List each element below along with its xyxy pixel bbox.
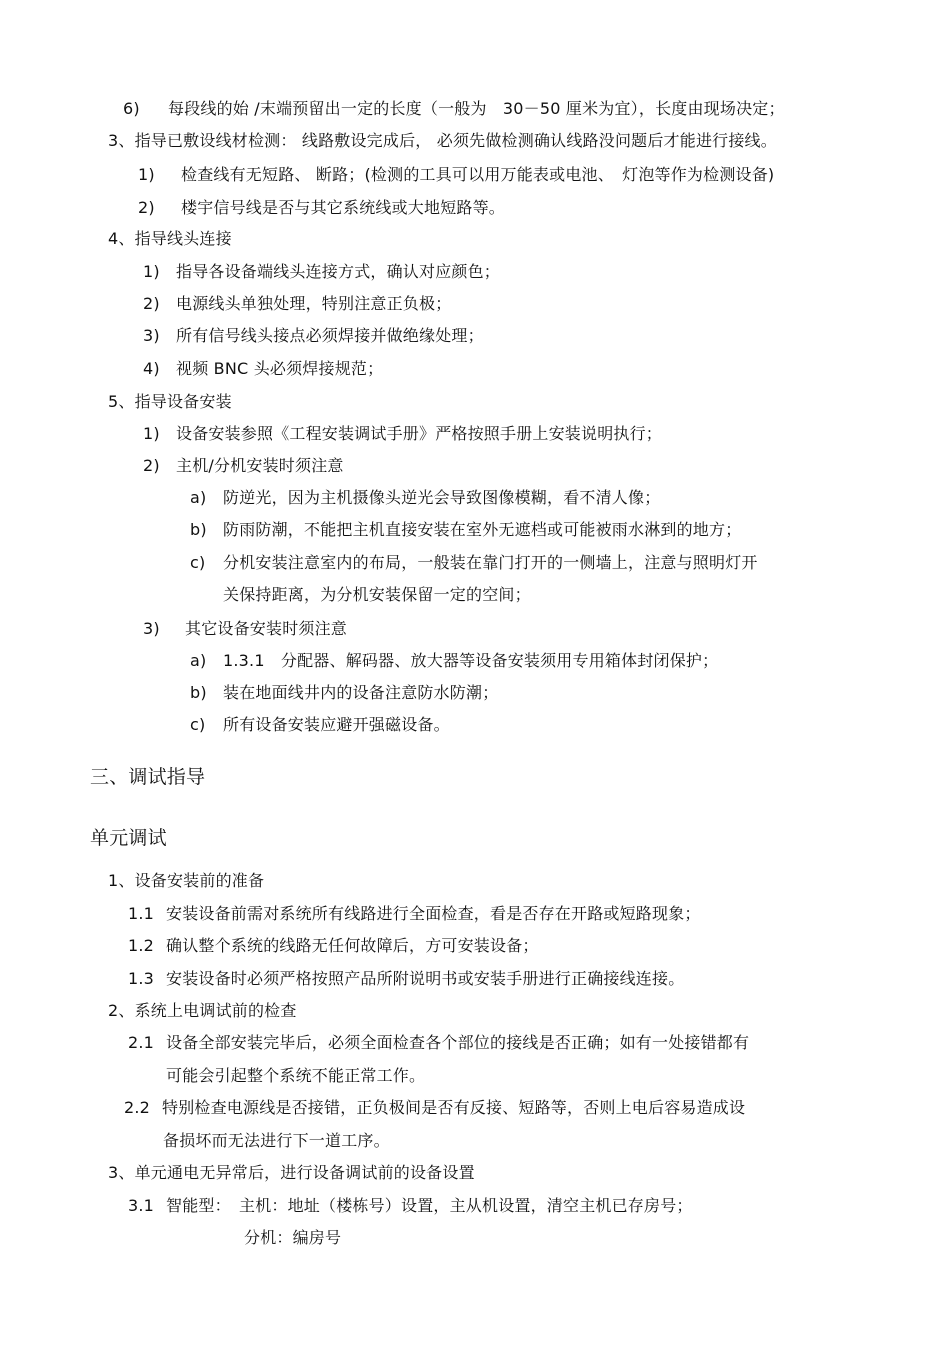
item-number: 2) xyxy=(143,294,160,313)
item-number: 2) xyxy=(138,198,155,217)
item-text: 防雨防潮，不能把主机直接安装在室外无遮档或可能被雨水淋到的地方； xyxy=(223,520,742,539)
item-number: 3.1 xyxy=(128,1196,155,1215)
text-line xyxy=(190,650,718,672)
item-text: 确认整个系统的线路无任何故障后，方可安装设备； xyxy=(166,936,539,955)
item-number: 1.1 xyxy=(128,904,155,923)
item-number: 3) xyxy=(143,619,160,638)
text-line xyxy=(108,130,777,152)
item-text: 4、指导线头连接 xyxy=(108,229,232,248)
item-text: 智能型： 主机：地址（楼栋号）设置，主从机设置，清空主机已存房号； xyxy=(166,1196,693,1215)
text-line xyxy=(143,293,451,315)
item-text: 设备全部安装完毕后，必须全面检查各个部位的接线是否正确；如有一处接错都有 xyxy=(166,1033,750,1052)
item-text: 设备安装参照《工程安装调试手册》严格按照手册上安装说明执行； xyxy=(176,424,663,443)
text-line xyxy=(124,1097,745,1119)
item-number: b) xyxy=(190,683,207,702)
text-line xyxy=(143,455,344,477)
heading-text: 三、调试指导 xyxy=(90,766,206,788)
item-text: 主机/分机安装时须注意 xyxy=(176,456,344,475)
item-text: 安装设备时必须严格按照产品所附说明书或安装手册进行正确接线连接。 xyxy=(166,969,685,988)
text-line xyxy=(108,228,232,250)
subsection-heading xyxy=(90,825,167,851)
item-text: 视频 BNC 头必须焊接规范； xyxy=(176,359,384,378)
text-line xyxy=(190,519,741,541)
item-text: 安装设备前需对系统所有线路进行全面检查，看是否存在开路或短路现象； xyxy=(166,904,701,923)
item-text: 备损坏而无法进行下一道工序。 xyxy=(163,1131,390,1150)
text-line xyxy=(128,903,701,925)
item-text: 3、指导已敷设线材检测： 线路敷设完成后， 必须先做检测确认线路没问题后才能进行接线。 xyxy=(108,131,777,150)
item-text: 检查线有无短路、 断路；(检测的工具可以用万能表或电池、 灯泡等作为检测设备) xyxy=(181,165,775,184)
text-line xyxy=(143,358,383,380)
item-text: 其它设备安装时须注意 xyxy=(185,619,348,638)
item-number: 1.2 xyxy=(128,936,155,955)
item-number: 1) xyxy=(138,165,155,184)
text-line xyxy=(108,1162,475,1184)
item-text: 5、指导设备安装 xyxy=(108,392,232,411)
item-number: b) xyxy=(190,520,207,539)
text-line xyxy=(128,968,684,990)
item-number: c) xyxy=(190,553,206,572)
item-number: 1.3 xyxy=(128,969,155,988)
text-line xyxy=(128,1195,693,1217)
item-number: 6) xyxy=(123,99,140,118)
item-text: 2、系统上电调试前的检查 xyxy=(108,1001,297,1020)
text-line xyxy=(128,1032,749,1054)
item-text: 关保持距离，为分机安装保留一定的空间； xyxy=(223,585,531,604)
text-line xyxy=(244,1227,341,1249)
item-number: 3) xyxy=(143,326,160,345)
item-number: a) xyxy=(190,651,207,670)
text-line xyxy=(190,714,450,736)
item-text: 电源线头单独处理，特别注意正负极； xyxy=(176,294,452,313)
item-text: 可能会引起整个系统不能正常工作。 xyxy=(166,1066,426,1085)
text-line xyxy=(190,682,498,704)
text-line xyxy=(143,261,500,283)
item-number: c) xyxy=(190,715,206,734)
text-line xyxy=(123,98,785,120)
text-line xyxy=(190,552,758,574)
text-line xyxy=(163,1130,390,1152)
item-text: 楼宇信号线是否与其它系统线或大地短路等。 xyxy=(181,198,506,217)
item-text: 1.3.1 分配器、解码器、放大器等设备安装须用专用箱体封闭保护； xyxy=(223,651,719,670)
text-line xyxy=(108,870,264,892)
heading-text: 单元调试 xyxy=(90,827,167,849)
item-text: 所有信号线头接点必须焊接并做绝缘处理； xyxy=(176,326,484,345)
text-line xyxy=(143,423,662,445)
item-number: a) xyxy=(190,488,207,507)
item-number: 4) xyxy=(143,359,160,378)
item-text: 所有设备安装应避开强磁设备。 xyxy=(223,715,450,734)
item-text: 1、设备安装前的准备 xyxy=(108,871,265,890)
item-number: 2) xyxy=(143,456,160,475)
item-text: 指导各设备端线头连接方式，确认对应颜色； xyxy=(176,262,501,281)
item-number: 1) xyxy=(143,424,160,443)
item-text: 特别检查电源线是否接错，正负极间是否有反接、短路等，否则上电后容易造成设 xyxy=(162,1098,746,1117)
item-text: 3、单元通电无异常后，进行设备调试前的设备设置 xyxy=(108,1163,475,1182)
item-number: 1) xyxy=(143,262,160,281)
text-line xyxy=(143,325,484,347)
text-line xyxy=(190,487,660,509)
item-text: 防逆光，因为主机摄像头逆光会导致图像模糊，看不清人像； xyxy=(223,488,661,507)
text-line xyxy=(128,935,539,957)
item-text: 每段线的始 /末端预留出一定的长度（一般为 30－50 厘米为宜），长度由现场决定； xyxy=(168,99,785,118)
text-line xyxy=(138,197,505,219)
text-line xyxy=(166,1065,425,1087)
item-number: 2.1 xyxy=(128,1033,155,1052)
section-heading xyxy=(90,764,205,790)
text-line xyxy=(108,391,232,413)
item-text: 分机：编房号 xyxy=(244,1228,342,1247)
item-text: 分机安装注意室内的布局，一般装在靠门打开的一侧墙上，注意与照明灯开 xyxy=(223,553,758,572)
item-number: 2.2 xyxy=(124,1098,151,1117)
text-line xyxy=(108,1000,297,1022)
text-line xyxy=(223,584,531,606)
text-line xyxy=(143,618,347,640)
item-text: 装在地面线井内的设备注意防水防潮； xyxy=(223,683,499,702)
text-line xyxy=(138,164,774,186)
